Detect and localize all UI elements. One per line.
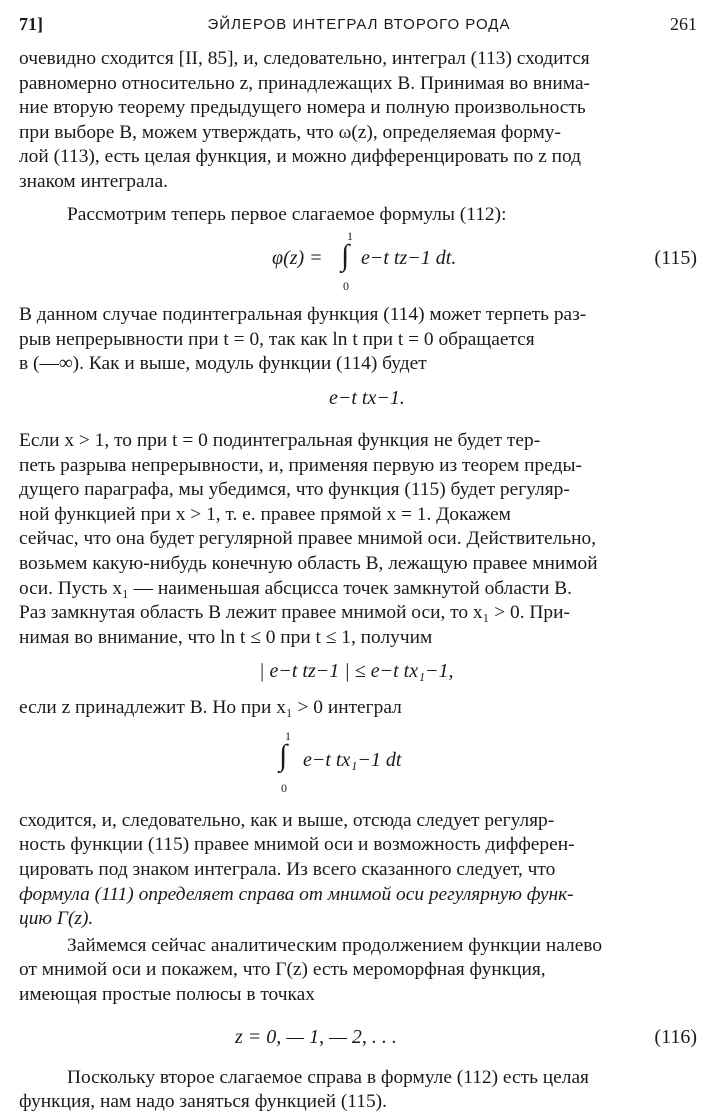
text-line: знаком интеграла. <box>19 170 168 192</box>
equation-modulus <box>19 377 699 425</box>
equation-inequality <box>19 650 699 696</box>
text-line: функция, нам надо заняться функцией (115). <box>19 1091 387 1113</box>
text-line: ние вторую теорему предыдущего номера и полную произвольность <box>19 97 586 119</box>
integral-sign: ∫ <box>341 239 350 273</box>
equation-integral <box>19 721 699 805</box>
text-line: Поскольку второе слагаемое справа в формуле (112) есть целая <box>67 1066 589 1088</box>
paragraph-4 <box>19 429 699 650</box>
text-line: рыв непрерывности при t = 0, так как ln t при t = 0 обращается <box>19 328 535 350</box>
int2-integrand: e−t tx₁−1 dt <box>303 748 402 771</box>
paragraph-5: если z принадлежит B. Но при x₁ > 0 интеграл <box>19 697 402 719</box>
text-line: при выборе B, можем утверждать, что ω(z), определяемая форму- <box>19 121 561 143</box>
page-number: 261 <box>670 14 697 34</box>
text-line: равномерно относительно z, принадлежащих B. Принимая во внима- <box>19 72 591 94</box>
eq115-integrand: e−t tz−1 dt. <box>361 247 457 270</box>
text-line: цировать под знаком интеграла. Из всего сказанного следует, что <box>19 859 556 881</box>
paragraph-2: Рассмотрим теперь первое слагаемое формулы (112): <box>67 203 507 225</box>
text-line: оси. Пусть x₁ — наименьшая абсцисса точек замкнутой области B. <box>19 577 573 599</box>
equation-116 <box>19 1008 699 1064</box>
text-line: от мнимой оси и покажем, что Γ(z) есть мероморфная функция, <box>19 959 546 981</box>
text-line: очевидно сходится [II, 85], и, следовательно, интеграл (113) сходится <box>19 48 590 69</box>
eq116-expression: z = 0, — 1, — 2, . . . <box>235 1025 397 1048</box>
section-number: 71] <box>19 14 43 34</box>
modulus-expression: e−t tx−1. <box>329 386 405 409</box>
text-line: сейчас, что она будет регулярной правее мнимой оси. Действительно, <box>19 528 597 550</box>
inequality-expression: | e−t tz−1 | ≤ e−t tx₁−1, <box>259 660 454 683</box>
text-line: в (—∞). Как и выше, модуль функции (114) будет <box>19 353 427 375</box>
eq116-number: (116) <box>654 1025 697 1048</box>
page <box>19 8 699 1115</box>
int2-lower-limit: 0 <box>281 780 287 795</box>
text-line: Если x > 1, то при t = 0 подинтегральная функция не будет тер- <box>19 429 541 451</box>
text-line: сходится, и, следовательно, как и выше, отсюда следует регуляр- <box>19 809 555 831</box>
text-line: Раз замкнутая область B лежит правее мнимой оси, то x₁ > 0. При- <box>19 602 570 624</box>
text-line: В данном случае подинтегральная функция (114) может терпеть раз- <box>19 304 587 326</box>
int2-upper-limit: 1 <box>285 728 291 743</box>
equation-115 <box>19 227 699 301</box>
text-line: цию Γ(z). <box>19 908 94 930</box>
paragraph-6 <box>19 809 699 932</box>
text-line: формула (111) определяет справа от мнимой оси регулярную функ- <box>19 883 574 905</box>
eq115-lower-limit: 0 <box>343 279 349 294</box>
eq115-lhs: φ(z) = <box>272 247 323 270</box>
text-line: ность функции (115) правее мнимой оси и возможность дифферен- <box>19 834 575 856</box>
paragraph-7 <box>19 934 699 1008</box>
text-line: лой (113), есть целая функция, и можно дифференцировать по z под <box>19 146 582 168</box>
paragraph-8 <box>19 1066 699 1115</box>
paragraph-1 <box>19 47 699 195</box>
eq115-number: (115) <box>654 247 697 270</box>
text-line: нимая во внимание, что ln t ≤ 0 при t ≤ 1, получим <box>19 626 433 648</box>
text-line: Займемся сейчас аналитическим продолжением функции налево <box>67 934 603 956</box>
text-line: петь разрыва непрерывности, и, применяя первую из теорем преды- <box>19 454 582 476</box>
integral-sign: ∫ <box>279 738 288 772</box>
running-header <box>19 8 699 44</box>
text-line: возьмем какую-нибудь конечную область B, лежащую правее мнимой <box>19 552 598 574</box>
chapter-title: ЭЙЛЕРОВ ИНТЕГРАЛ ВТОРОГО РОДА <box>207 16 511 33</box>
paragraph-3 <box>19 303 699 377</box>
text-line: имеющая простые полюсы в точках <box>19 984 315 1006</box>
eq115-upper-limit: 1 <box>347 229 353 244</box>
text-line: ной функцией при x > 1, т. е. правее прямой x = 1. Докажем <box>19 503 511 525</box>
text-line: дущего параграфа, мы убедимся, что функция (115) будет регуляр- <box>19 479 570 501</box>
